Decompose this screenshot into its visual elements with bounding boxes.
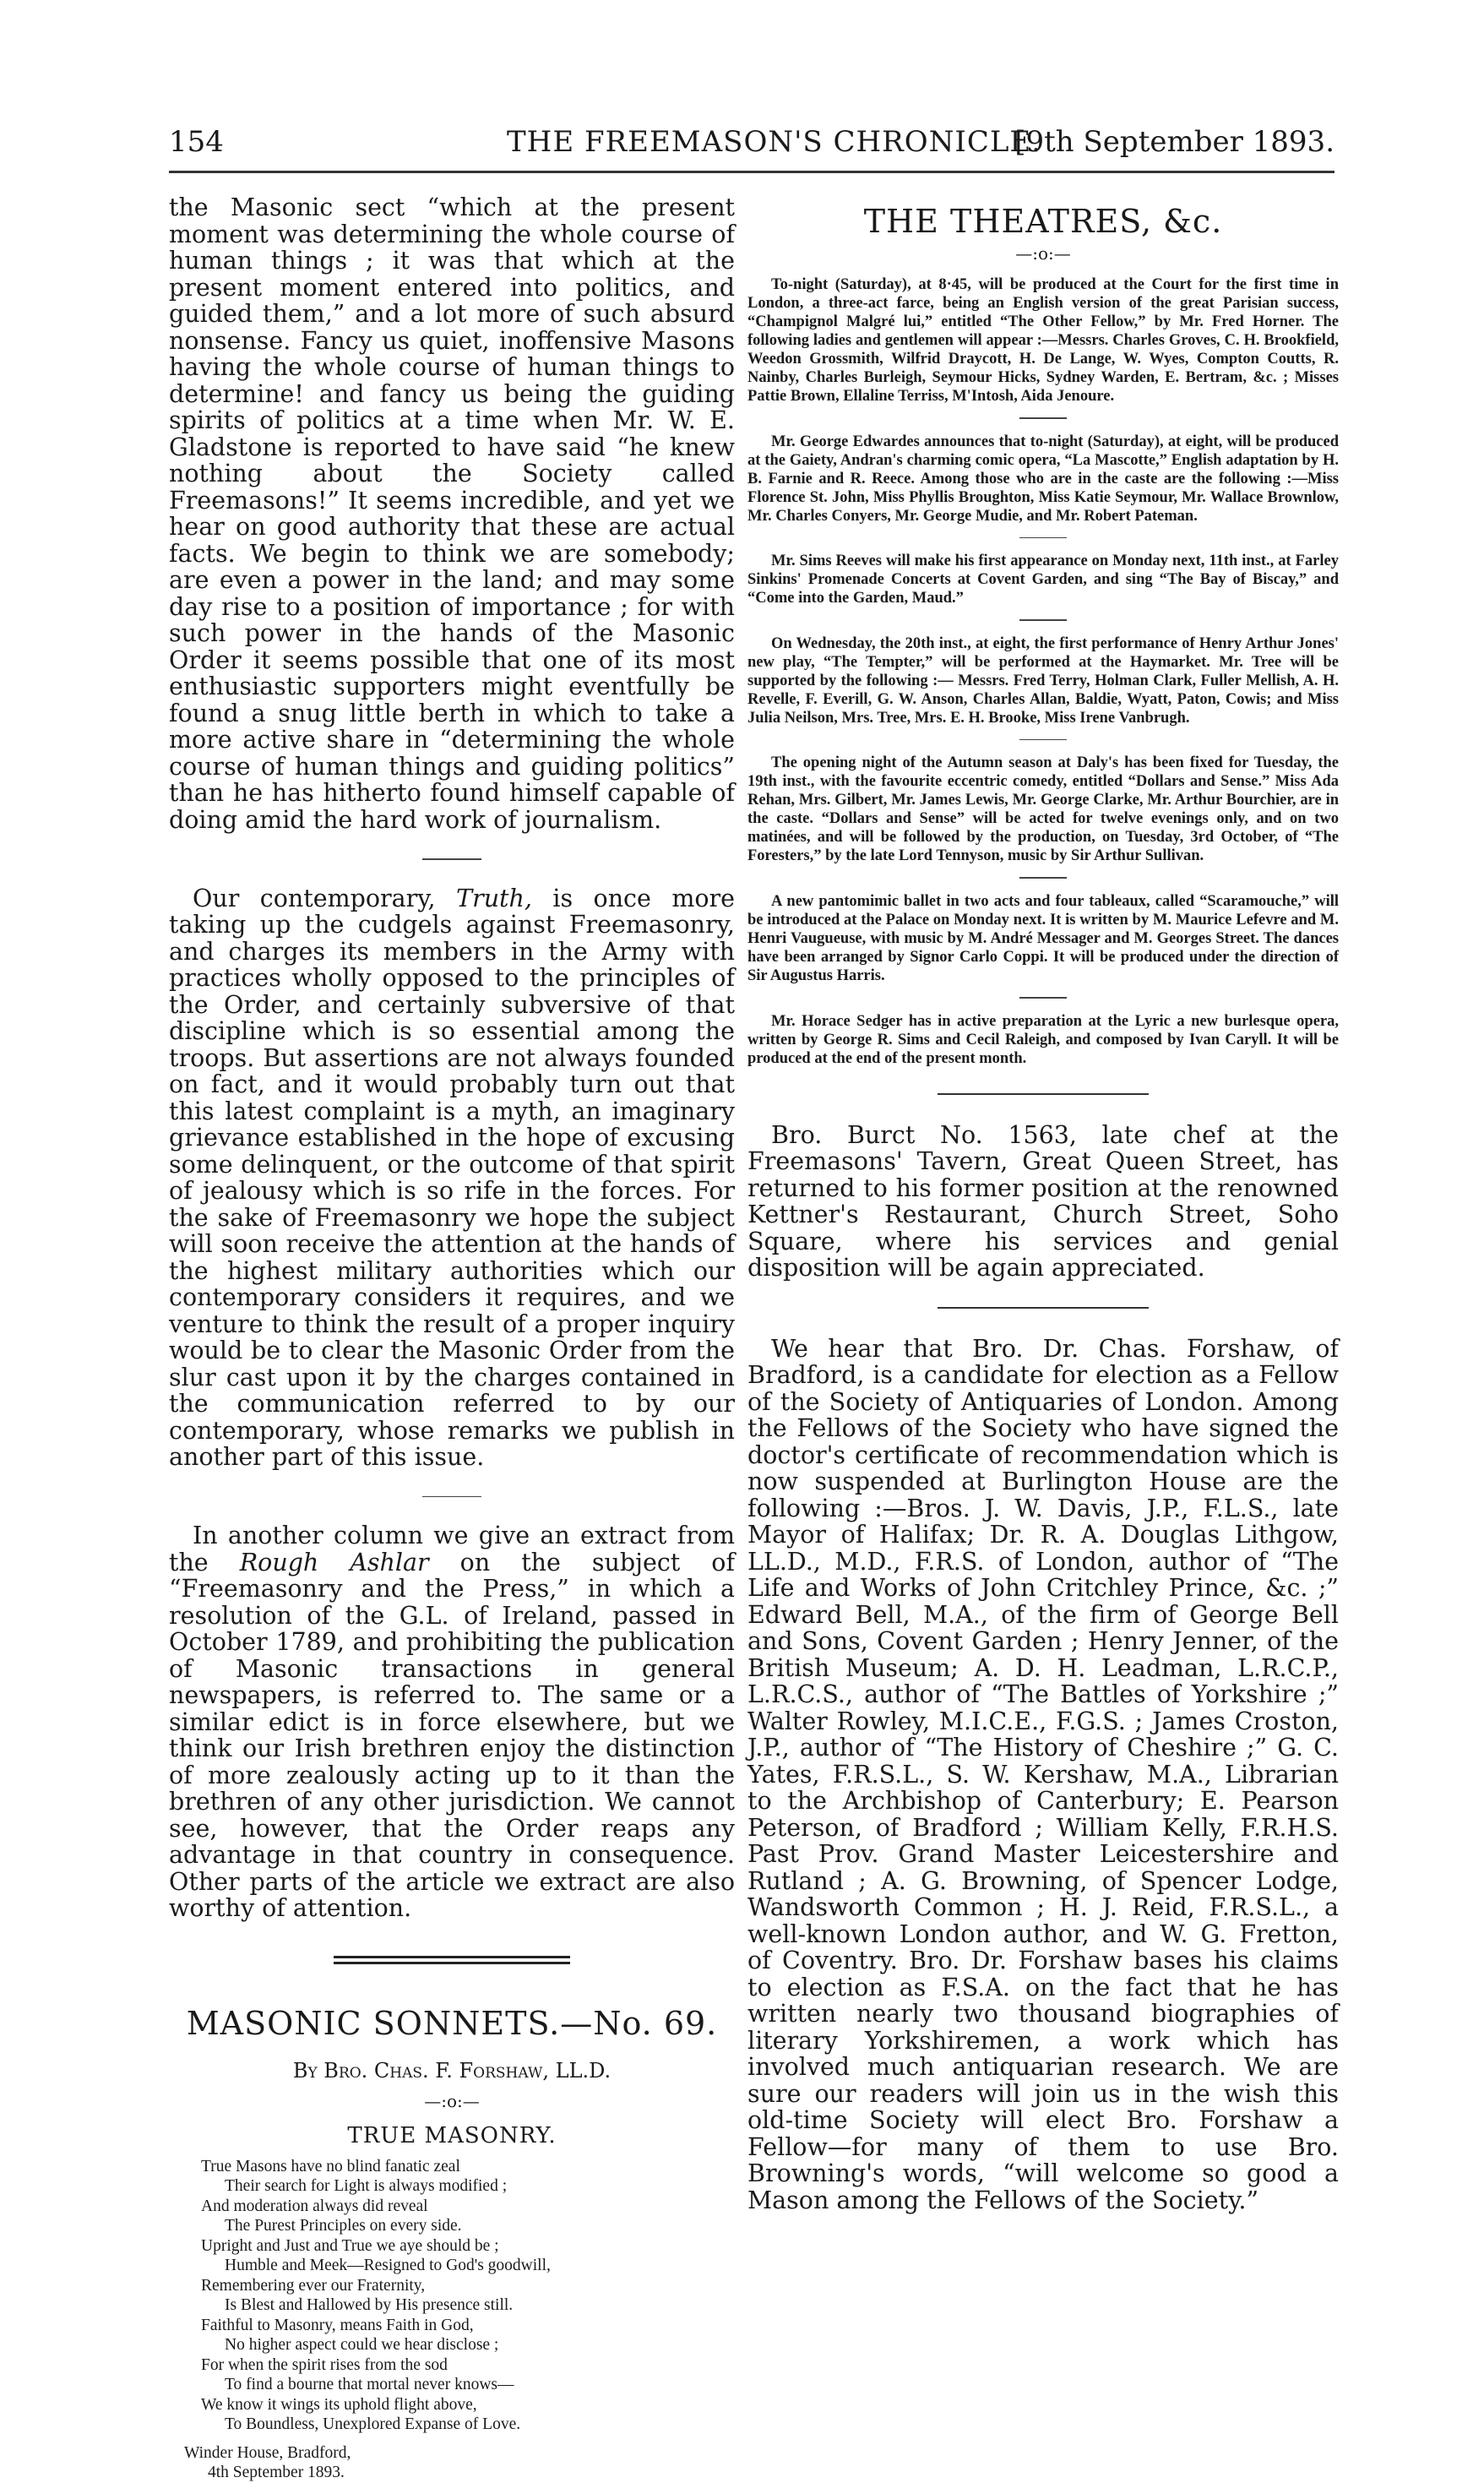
right-column: [747, 194, 1339, 2213]
section-dash: [1019, 537, 1067, 539]
paragraph-truth-rest: is once more taking up the cudgels against Freemasonry, and charges its members in the Army with practices wholly opposed to the principles of the Order, and certainly subversive of that discipline which is so essential among the troops. But assertions are not always founded on fact, and it would probably turn out that this latest complaint is a myth, an imaginary grievance established in the hope of excusing some delinquent, or the outcome of that spirit of jealousy which is so rife in the forces. For the sake of Freemasonry we hope the subject will soon receive the attention at the hands of the highest military authorities which our contemporary considers it requires, and we venture to think the result of a proper inquiry would be to clear the Masonic Order from the slur cast upon it by the charges contained in the communication referred to by our contemporary, whose remarks we publish in another part of this issue.: [169, 884, 735, 1472]
section-dash: [1019, 739, 1067, 741]
paragraph-forshaw: We hear that Bro. Dr. Chas. Forshaw, of Bradford, is a candidate for election as a Fellow of the Society of Antiquaries of London. Among the Fellows of the Society who have signed the doctor's certificate of recommendation which is now suspended at Burlington House are the following :—Bros. J. W. Davis, J.P., F.L.S., late Mayor of Halifax; Dr. R. A. Douglas Lithgow, LL.D., M.D., F.R.S. of London, author of “The Life and Works of John Critchley Prince, &c. ;” Edward Bell, M.A., of the firm of George Bell and Sons, Covent Garden ; Henry Jenner, of the British Museum; A. D. H. Leadman, L.R.C.P., L.R.C.S., author of “The Battles of Yorkshire ;” Walter Rowley, M.I.C.E., F.G.S. ; James Croston, J.P., author of “The History of Cheshire ;” G. C. Yates, F.R.S.L., S. W. Kershaw, M.A., Librarian to the Archbishop of Canterbury; E. Pearson Peterson, of Bradford ; William Kelly, F.R.H.S. Past Prov. Grand Master Leicestershire and Rutland ; A. G. Browning, of Spencer Lodge, Wandsworth Common ; H. J. Reid, F.R.S.L., a well-known London author, and W. G. Fretton, of Coventry. Bro. Dr. Forshaw bases his claims to election as F.S.A. on the fact that he has written nearly two thousand biographies of literary Yorkshiremen, a work which has involved much antiquarian research. We are sure our readers will join us in the wish this old-time Society will elect Bro. Forshaw a Fellow—for many of them to use Bro. Browning's words, “will welcome so good a Mason among the Fellows of the Society.”: [747, 1334, 1339, 2214]
theatre-item: Mr. Sims Reeves will make his first appearance on Monday next, 11th inst., at Farley Sinkins' Promenade Concerts at Covent Garden, and sing “The Bay of Biscay,” and “Come into the Garden, Maud.”: [747, 553, 1339, 607]
poem-line: For when the spirit rises from the sod: [201, 2355, 448, 2374]
section-dash: [1019, 997, 1067, 999]
poem-line: And moderation always did reveal: [201, 2197, 428, 2215]
paragraph-masonic-sect: the Masonic sect “which at the present moment was determining the whole course of human things ; it was that which at the present moment entered into politics, and guided them,” and a lot more of such absurd nonsense. Fancy us quiet, inoffensive Masons having the whole course of human things to determine! and fancy us being the guiding spirits of politics at a time when Mr. W. E. Gladstone is reported to have said “he knew nothing about the Society called Freemasons!” It seems incredible, and yet we hear on good authority that these are actual facts. We begin to think we are somebody; are even a power in the land; and may some day rise to a position of importance ; for with such power in the hands of the Masonic Order it seems possible that one of its most enthusiastic supporters might eventfully be found a snug little berth in which to take a more active share in “determining the whole course of human things and guiding politics” than he has hitherto found himself capable of doing amid the hard work of journalism.: [169, 193, 735, 834]
poem-line: Their search for Light is always modified ;: [225, 2177, 508, 2196]
publication-title: THE FREEMASON'S CHRONICLE.: [507, 125, 1042, 159]
paragraph-truth-start: Our contemporary,: [193, 884, 457, 912]
theatre-item: A new pantomimic ballet in two acts and four tableaux, called “Scaramouche,” will be introduced at the Palace on Monday next. It is written by M. Maurice Lefevre and M. Henri Vaugueuse, with music by M. André Messager and M. Georges Street. The dances have been arranged by Signor Carlo Coppi. It will be produced under the direction of Sir Augustus Harris.: [747, 892, 1339, 984]
section-dash: [1019, 877, 1067, 879]
poem-line: Faithful to Masonry, means Faith in God,: [201, 2316, 474, 2334]
poem-line: To Boundless, Unexplored Expanse of Love.: [225, 2415, 521, 2434]
page-number: 154: [169, 125, 224, 159]
header-rule: [169, 171, 1335, 173]
theatres-heading: THE THEATRES, &c.: [863, 203, 1223, 240]
poem-line: To find a bourne that mortal never knows—: [225, 2376, 514, 2394]
theatre-item: To-night (Saturday), at 8·45, will be produced at the Court for the first time in London, a three-act farce, being an English version of the great Parisian success, “Champignol Malgré lui,” entitled “The Other Fellow,” by Mr. Fred Horner. The following ladies and gentlemen will appear :—Messrs. Charles Groves, C. H. Brookfield, Weedon Grossmith, Wilfrid Draycott, H. De Lange, W. Wyes, Compton Coutts, R. Nainby, Charles Burleigh, Seymour Hicks, Sydney Warden, E. Bertram, &c. ; Misses Pattie Brown, Ellaline Terriss, M'Intosh, Aida Jenoure.: [747, 276, 1339, 405]
paragraph-rough-ashlar-rest: on the subject of “Freemasonry and the Press,” in which a resolution of the G.L. of Ireland, passed in October 1789, and prohibiting the publication of Masonic transactions in general newspapers, is referred to. The same or a similar edict is in force elsewhere, but we think our Irish brethren enjoy the distinction of more zealously acting up to it than the brethren of any other jurisdiction. We cannot see, however, that the Order reaps any advantage in that country in consequence. Other parts of the article we extract are also worthy of attention.: [169, 1548, 735, 1923]
left-column: [169, 194, 735, 2483]
ornament: —:o:—: [1015, 243, 1071, 264]
paragraph-rough-ashlar: [169, 1522, 735, 1922]
signature-date: 4th September 1893.: [208, 2464, 345, 2482]
poem-line: Is Blest and Hallowed by His presence still.: [225, 2296, 514, 2315]
section-rule: [938, 1093, 1149, 1095]
rough-ashlar-title: Rough Ashlar: [239, 1548, 429, 1576]
theatre-notices: [747, 275, 1339, 1068]
poem-line: We know it wings its uphold flight above,: [201, 2395, 477, 2414]
page-header: [169, 125, 1335, 169]
poem-line: True Masons have no blind fanatic zeal: [201, 2157, 460, 2175]
sonnet-heading: MASONIC SONNETS.—No. 69.: [186, 2004, 718, 2042]
poem-line: No higher aspect could we hear disclose ;: [225, 2336, 499, 2355]
section-dash: [422, 1496, 481, 1498]
signature-place: Winder House, Bradford,: [184, 2443, 351, 2462]
poem-title: TRUE MASONRY.: [347, 2122, 557, 2148]
paragraph-rough-ashlar-start: In another column we give an extract from the: [169, 1522, 735, 1576]
section-dash: [1019, 417, 1067, 419]
poem-signature: [184, 2443, 735, 2483]
paragraph-truth: [169, 885, 735, 1471]
poem-line: Upright and Just and True we aye should be ;: [201, 2236, 499, 2255]
section-rule: [938, 1307, 1149, 1309]
theatre-item: On Wednesday, the 20th inst., at eight, the first performance of Henry Arthur Jones' new play, “The Tempter,” will be performed at the Haymarket. Mr. Tree will be supported by the following :— Messrs. Fred Terry, Holman Clark, Fuller Mellish, A. H. Revelle, F. Everill, G. W. Anson, Charles Allan, Baldie, Wyatt, Paton, Cowis; and Miss Julia Neilson, Mrs. Tree, Mrs. E. H. Brooke, Miss Irene Vanbrugh.: [747, 634, 1339, 727]
section-dash: [422, 858, 481, 860]
issue-date: [9th September 1893.: [1014, 125, 1335, 159]
section-dash: [1019, 619, 1067, 621]
paragraph-burcet: Bro. Burct No. 1563, late chef at the Freemasons' Tavern, Great Queen Street, has returned to his former position at the renowned Kettner's Restaurant, Church Street, Soho Square, where his services and genial disposition will be again appreciated.: [747, 1120, 1339, 1282]
theatre-item: The opening night of the Autumn season at Daly's has been fixed for Tuesday, the 19th inst., with the favourite eccentric comedy, entitled “Dollars and Sense.” Miss Ada Rehan, Mrs. Gilbert, Mr. James Lewis, Mr. George Clarke, Mr. Arthur Bourchier, are in the caste. “Dollars and Sense” will be acted for twelve evenings only, and on two matinées, and will be followed by the production, on Tuesday, 3rd October, of “The Foresters,” by the late Lord Tennyson, music by Sir Arthur Sullivan.: [747, 754, 1339, 865]
theatre-item: Mr. Horace Sedger has in active preparation at the Lyric a new burlesque opera, written by George R. Sims and Cecil Raleigh, and composed by Ivan Caryll. It will be produced at the end of the present month.: [747, 1012, 1339, 1067]
poem-line: Humble and Meek—Resigned to God's goodwill,: [225, 2257, 551, 2275]
ornament: —:o:—: [424, 2090, 480, 2111]
truth-title: Truth,: [456, 884, 532, 912]
sonnet-byline: By Bro. Chas. F. Forshaw, LL.D.: [292, 2058, 612, 2083]
poem-line: The Purest Principles on every side.: [225, 2217, 462, 2235]
poem-line: Remembering ever our Fraternity,: [201, 2276, 426, 2295]
poem: [201, 2157, 735, 2435]
theatre-item: Mr. George Edwardes announces that to-night (Saturday), at eight, will be produced at the Gaiety, Andran's charming comic opera, “La Mascotte,” English adaptation by H. B. Farnie and R. Reece. Among those who are in the caste are the following :—Miss Florence St. John, Miss Phyllis Broughton, Miss Katie Seymour, Mr. Wallace Brownlow, Mr. Charles Conyers, Mr. George Mudie, and Mr. Robert Pateman.: [747, 433, 1339, 525]
double-rule: [334, 1956, 570, 1964]
